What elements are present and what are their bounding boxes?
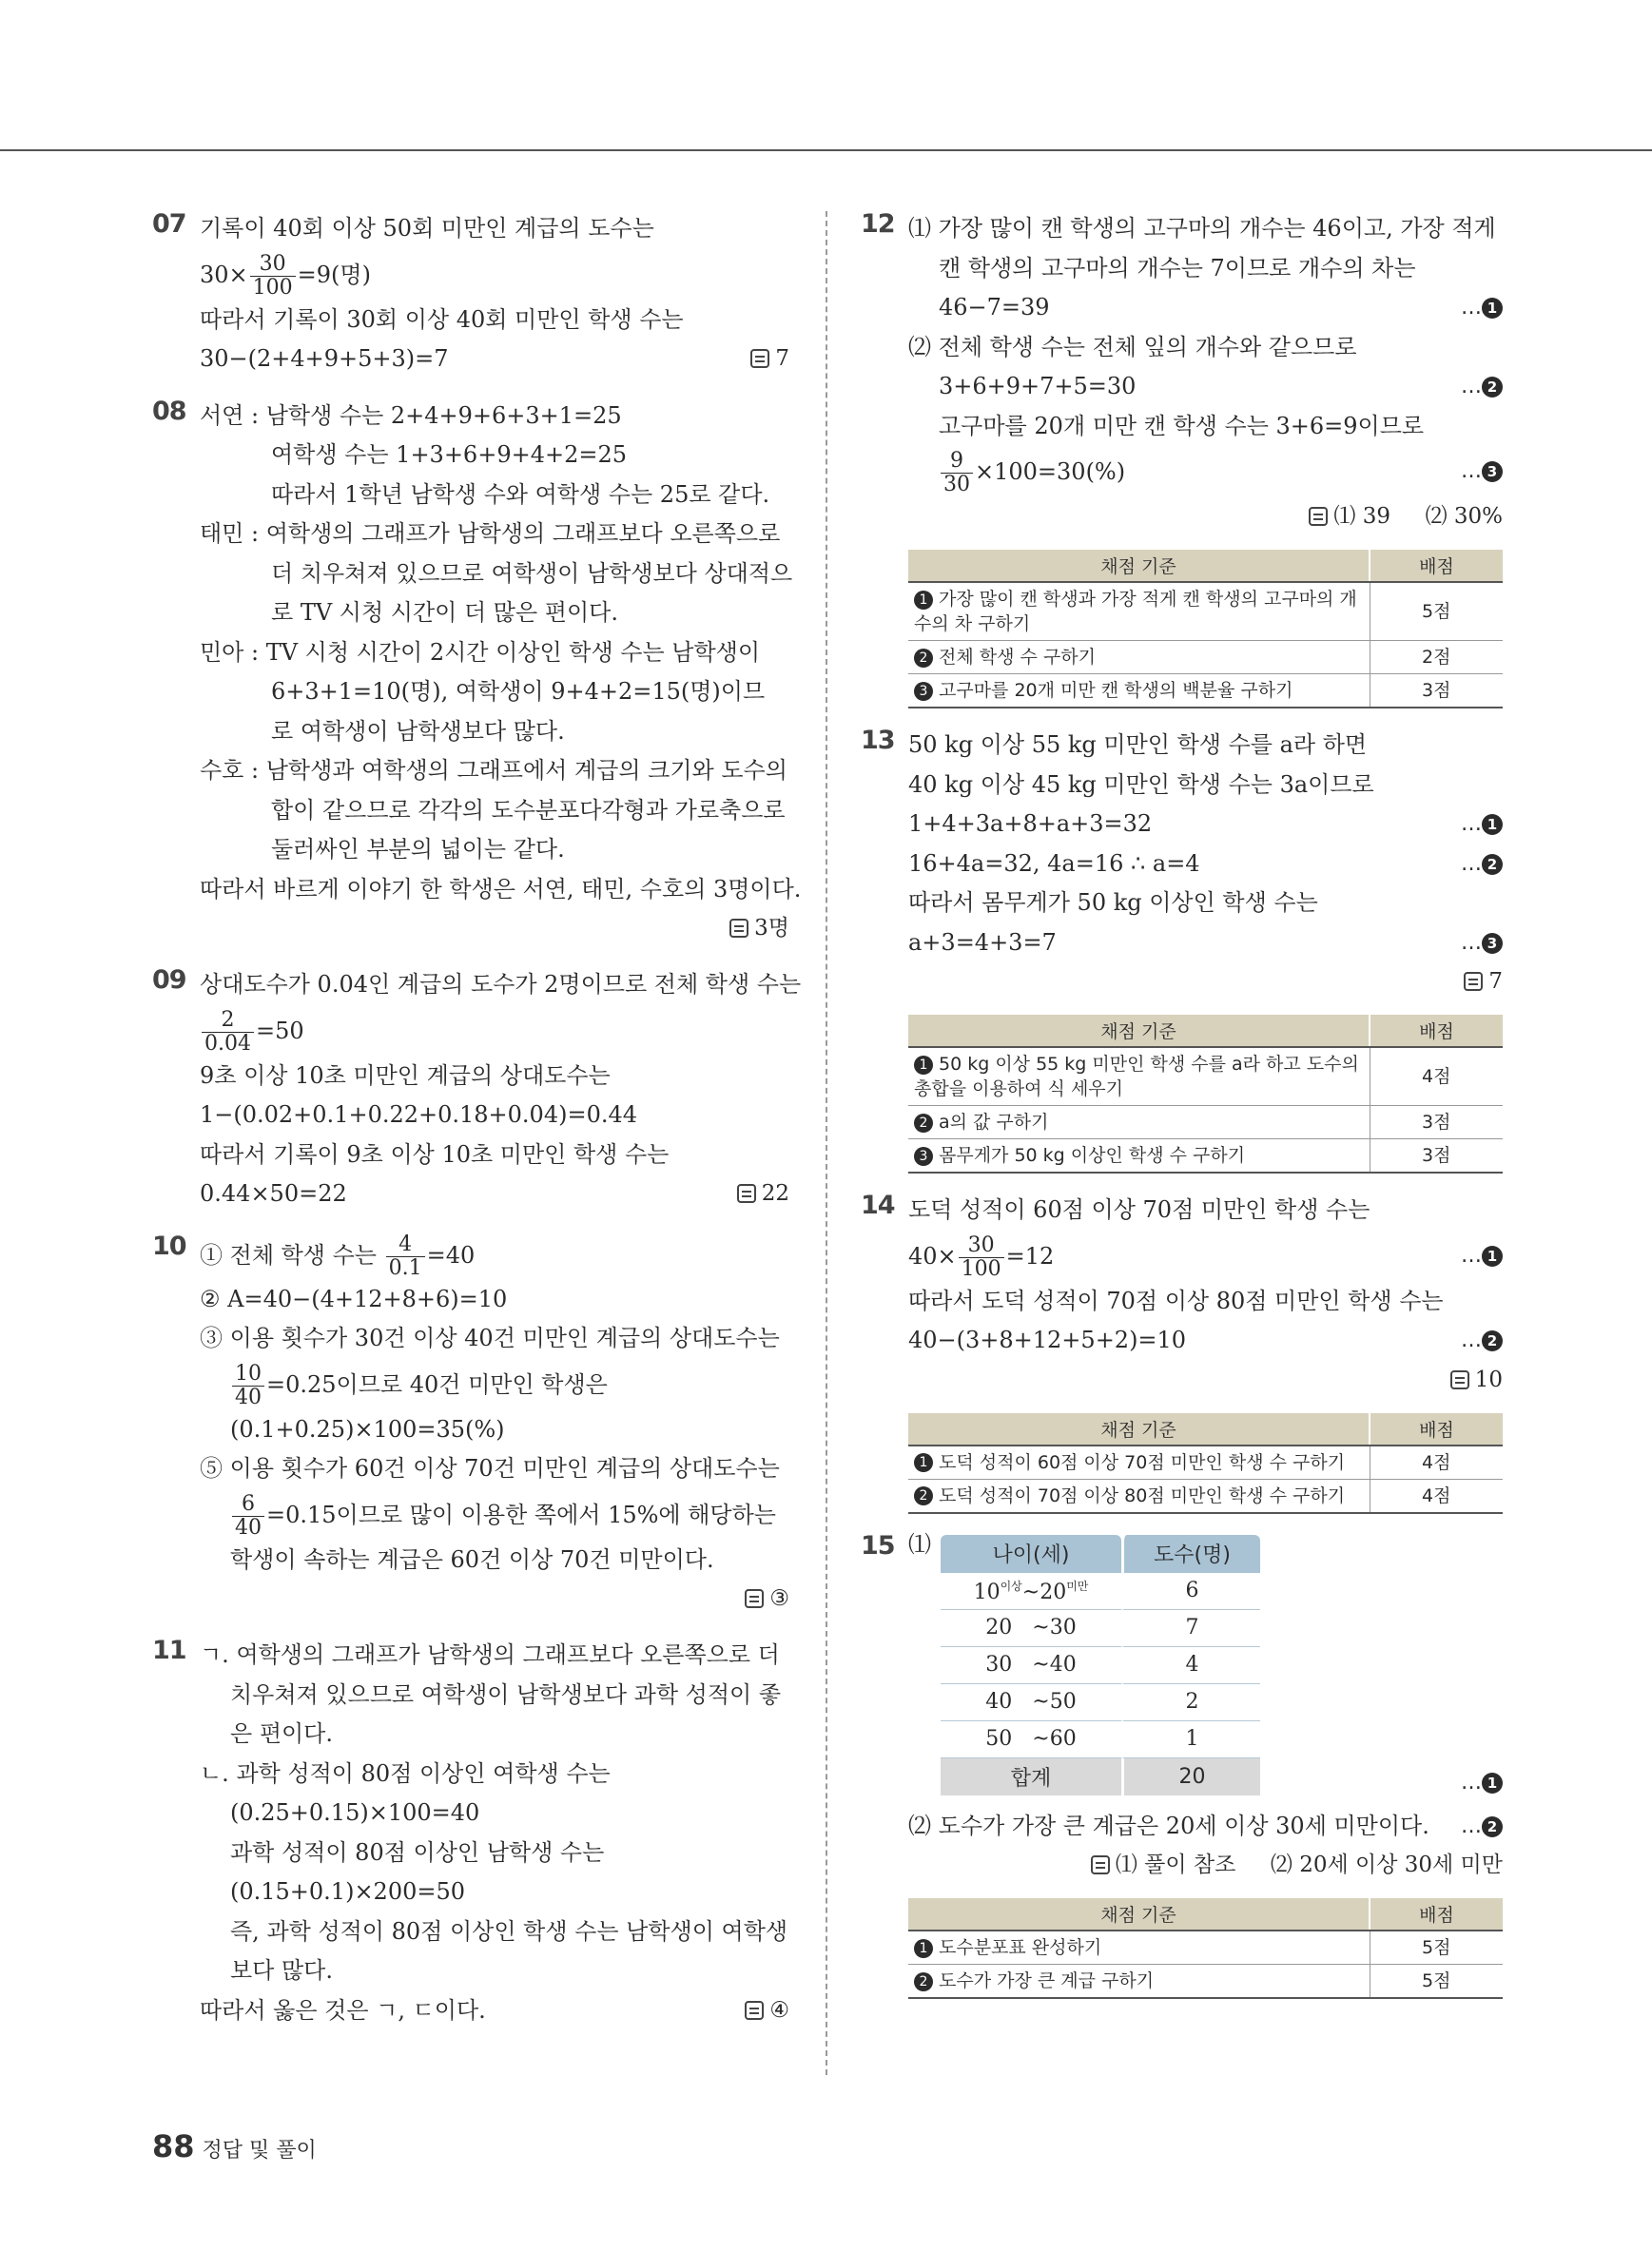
text-line: 1−(0.02+0.1+0.22+0.18+0.04)=0.44 (200, 1101, 638, 1128)
table-row (908, 1139, 1503, 1174)
step-marker (1461, 367, 1503, 407)
dots: … (1461, 1814, 1482, 1838)
problem-09 (152, 965, 802, 1214)
text-line (908, 1846, 1503, 1885)
col-header: 채점 기준 (908, 1413, 1370, 1446)
text-line: 더 치우쳐져 있으므로 여학생이 남학생보다 상대적으 (271, 559, 793, 587)
numerator: 30 (250, 253, 296, 277)
text-line: 둘러싸인 부분의 넓이는 같다. (271, 836, 565, 863)
problem-12 (861, 209, 1503, 708)
col-header: 채점 기준 (908, 1898, 1370, 1931)
numerator: 30 (959, 1234, 1004, 1258)
dots: … (1461, 1770, 1482, 1795)
answer (1309, 497, 1503, 537)
sup-label: 이상 (1000, 1579, 1022, 1593)
table-row (908, 582, 1503, 641)
dots: … (1461, 1243, 1482, 1268)
problem-number: 11 (152, 1636, 186, 1665)
text-line: (0.25+0.15)×100=40 (230, 1799, 480, 1826)
text-line (200, 1489, 789, 1541)
criteria: 도덕 성적이 60점 이상 70점 미만인 학생 수 구하기 (939, 1451, 1346, 1473)
points: 2점 (1370, 641, 1503, 674)
step-number: 2 (1482, 1330, 1503, 1351)
points: 3점 (1370, 674, 1503, 708)
fraction (941, 450, 973, 496)
denominator: 0.04 (204, 1031, 251, 1056)
problem-number: 10 (152, 1231, 186, 1261)
text-line: 민아 : TV 시청 시간이 2시간 이상인 학생 수는 남학생이 (200, 638, 761, 666)
expr: ⑵ 도수가 가장 큰 계급은 20세 이상 30세 미만이다. (908, 1812, 1429, 1839)
step-number: 2 (914, 1972, 933, 1991)
answer (750, 340, 789, 379)
step-marker (1461, 446, 1503, 497)
expr: 16+4a=32, 4a=16 ∴ a=4 (908, 849, 1200, 877)
total-value: 20 (1121, 1758, 1260, 1795)
denominator: 100 (961, 1256, 1001, 1281)
criteria: 도수분포표 완성하기 (939, 1937, 1102, 1958)
step-number: 2 (1482, 377, 1503, 398)
points: 3점 (1370, 1139, 1503, 1174)
text-line: 따라서 도덕 성적이 70점 이상 80점 미만인 학생 수는 (908, 1287, 1444, 1314)
scoring-table (908, 1413, 1503, 1514)
text-line: 따라서 몸무게가 50 kg 이상인 학생 수는 (908, 889, 1318, 916)
table-row (941, 1721, 1260, 1758)
problem-number: 15 (861, 1530, 895, 1561)
class-cell: 20 ~30 (941, 1610, 1121, 1647)
right-column (861, 209, 1503, 1999)
problem-number: 07 (152, 209, 186, 239)
answer-icon (750, 349, 769, 368)
answer-value: ⑴ 풀이 참조 (1115, 1853, 1236, 1877)
problem-14 (861, 1191, 1503, 1514)
problem-13 (861, 726, 1503, 1174)
step-marker (1461, 923, 1503, 963)
text-line (908, 1807, 1503, 1847)
answer-value: 7 (775, 346, 789, 371)
step-number: 2 (914, 1114, 933, 1133)
criteria: a의 값 구하기 (939, 1112, 1049, 1133)
expr: 40−(3+8+12+5+2)=10 (908, 1327, 1187, 1353)
text-line: 치우쳐져 있으므로 여학생이 남학생보다 과학 성적이 좋 (230, 1680, 782, 1708)
numerator: 10 (232, 1363, 264, 1387)
answer-value: 10 (1474, 1367, 1503, 1392)
answer-icon (737, 1184, 756, 1203)
page-footer (152, 2128, 317, 2164)
text-line: 은 편이다. (230, 1720, 333, 1747)
numerator: 4 (386, 1233, 425, 1257)
col-header: 채점 기준 (908, 550, 1370, 582)
total-label: 합계 (941, 1758, 1121, 1795)
step-number: 2 (1482, 1816, 1503, 1837)
expr-part: =40 (426, 1241, 476, 1269)
text-line (200, 1232, 789, 1280)
problem-number: 12 (861, 209, 895, 239)
criteria: 가장 많이 캔 학생과 가장 적게 캔 학생의 고구마의 개수의 차 구하기 (914, 589, 1357, 634)
step-number: 3 (1482, 461, 1503, 482)
dots: … (1461, 812, 1482, 836)
text-line: (0.15+0.1)×200=50 (230, 1878, 466, 1905)
step-number: 1 (1482, 1773, 1503, 1794)
text-line: 50 kg 이상 55 kg 미만인 학생 수를 a라 하면 (908, 731, 1368, 758)
fraction (232, 1363, 264, 1409)
class-cell: 50 ~60 (941, 1721, 1121, 1758)
answer-icon (745, 1589, 764, 1608)
problem-07 (152, 209, 789, 379)
criteria: 도덕 성적이 70점 이상 80점 미만인 학생 수 구하기 (939, 1484, 1346, 1506)
left-column (152, 209, 802, 2030)
step-marker (1461, 805, 1503, 844)
denominator: 100 (252, 275, 293, 300)
table-row (908, 1965, 1503, 1999)
text-line: ㄴ. 과학 성적이 80점 이상인 여학생 수는 (200, 1759, 611, 1787)
points: 3점 (1370, 1106, 1503, 1139)
text-line (200, 1359, 789, 1410)
col-header: 배점 (1370, 1898, 1503, 1931)
text-line: 9초 이상 10초 미만인 계급의 상대도수는 (200, 1061, 611, 1089)
denominator: 0.1 (388, 1255, 422, 1280)
table-row (941, 1647, 1260, 1684)
answer-icon (729, 919, 748, 938)
answer-icon (745, 2001, 764, 2020)
dots: … (1461, 930, 1482, 955)
answer-value: ⑵ 30% (1425, 504, 1503, 529)
answer (729, 909, 789, 949)
freq-cell: 4 (1121, 1647, 1260, 1684)
expr-part: =9(명) (297, 261, 371, 288)
denominator: 40 (235, 1515, 262, 1540)
part-label: ⑴ (908, 1530, 931, 1558)
table-row (908, 641, 1503, 674)
scoring-table (908, 1015, 1503, 1174)
text-line: 수호 : 남학생과 여학생의 그래프에서 계급의 크기와 도수의 (200, 757, 787, 784)
step-number: 2 (1482, 854, 1503, 875)
header-rule (0, 149, 1652, 151)
text-line: 캔 학생의 고구마의 개수는 7이므로 개수의 차는 (939, 254, 1416, 281)
text-line: 6+3+1=10(명), 여학생이 9+4+2=15(명)이므 (271, 678, 766, 705)
points: 5점 (1370, 1965, 1503, 1999)
step-number: 1 (1482, 1246, 1503, 1267)
answer (737, 1174, 789, 1214)
expr: 46−7=39 (939, 294, 1050, 320)
text-line: ⑴ 가장 많이 캔 학생의 고구마의 개수는 46이고, 가장 적게 (908, 215, 1496, 242)
dots: … (1461, 296, 1482, 320)
col-header: 채점 기준 (908, 1015, 1370, 1047)
answer-value: 22 (761, 1181, 789, 1206)
table-row (908, 1047, 1503, 1106)
numerator: 6 (232, 1493, 264, 1517)
text-line: ⑵ 전체 학생 수는 전체 잎의 개수와 같으므로 (908, 333, 1357, 360)
text-line: ㄱ. 여학생의 그래프가 남학생의 그래프보다 오른쪽으로 더 (200, 1641, 780, 1668)
sup-label: 미만 (1066, 1579, 1089, 1593)
expr: 1+4+3a+8+a+3=32 (908, 810, 1153, 837)
table-row (908, 674, 1503, 708)
expr: 따라서 옳은 것은 ㄱ, ㄷ이다. (200, 1996, 486, 2024)
points: 4점 (1370, 1479, 1503, 1513)
problem-number: 13 (861, 726, 895, 755)
step-marker (1461, 1231, 1503, 1282)
text-line: 합이 같으므로 각각의 도수분포다각형과 가로축으로 (271, 796, 786, 824)
fraction (250, 253, 296, 300)
text-line: 서연 : 남학생 수는 2+4+9+6+3+1=25 (200, 401, 622, 429)
text-line: 따라서 1학년 남학생 수와 여학생 수는 25로 같다. (271, 480, 770, 508)
freq-cell: 6 (1121, 1573, 1260, 1610)
text-line (908, 288, 1503, 328)
footer-label: 정답 및 풀이 (202, 2139, 317, 2163)
problem-10 (152, 1232, 789, 1620)
expr: 3+6+9+7+5=30 (939, 373, 1137, 399)
text-line: 40 kg 이상 45 kg 미만인 학생 수는 3a이므로 (908, 770, 1374, 798)
points: 4점 (1370, 1047, 1503, 1106)
frequency-table (941, 1535, 1260, 1795)
points: 5점 (1370, 582, 1503, 641)
text-line (908, 1321, 1503, 1361)
text-line: 기록이 40회 이상 50회 미만인 계급의 도수는 (200, 215, 654, 242)
text-line (200, 249, 789, 301)
fraction (386, 1233, 425, 1280)
expr: 0.44×50=22 (200, 1180, 347, 1207)
answer-icon (1450, 1370, 1469, 1389)
text-line: 즉, 과학 성적이 80점 이상인 학생 수는 남학생이 여학생 (230, 1917, 788, 1945)
step-number: 2 (914, 1486, 933, 1505)
text-line (908, 962, 1503, 1001)
total-row (941, 1758, 1260, 1795)
criteria: 50 kg 이상 55 kg 미만인 학생 수를 a라 하고 도수의 총합을 이용하여 식 세우기 (914, 1054, 1359, 1099)
step-number: 1 (1482, 814, 1503, 835)
answer-value: 7 (1488, 969, 1503, 994)
expr-part: =0.15이므로 많이 이용한 쪽에서 15%에 해당하는 (266, 1501, 776, 1528)
text-line: 태민 : 여학생의 그래프가 남학생의 그래프보다 오른쪽으로 (200, 520, 781, 547)
step-marker (1461, 1807, 1503, 1847)
col-header: 배점 (1370, 1015, 1503, 1047)
step-number: 1 (914, 1056, 933, 1075)
text-line (908, 923, 1503, 963)
step-number: 3 (1482, 933, 1503, 954)
text-line (908, 446, 1503, 497)
table-row (941, 1684, 1260, 1721)
freq-cell: 2 (1121, 1684, 1260, 1721)
text-line (908, 1361, 1503, 1400)
col-header: 배점 (1370, 1413, 1503, 1446)
problem-11 (152, 1636, 789, 2030)
answer-value: ③ (769, 1586, 789, 1611)
step-number: 2 (914, 649, 933, 668)
col-header: 도수(명) (1121, 1535, 1260, 1573)
text-line (200, 340, 789, 379)
class-cell: 30 ~40 (941, 1647, 1121, 1684)
page-number: 88 (152, 2128, 195, 2164)
step-number: 1 (914, 1453, 933, 1472)
fraction (959, 1234, 1004, 1281)
text-line (908, 1231, 1503, 1282)
table-row (941, 1573, 1260, 1610)
criteria: 도수가 가장 큰 계급 구하기 (939, 1970, 1155, 1991)
text-line (200, 1991, 789, 2031)
problem-08 (152, 396, 802, 949)
table-row (908, 1931, 1503, 1965)
expr: a+3=4+3=7 (908, 928, 1057, 956)
step-marker (1461, 844, 1503, 884)
text-line (200, 1005, 789, 1057)
expr: 30−(2+4+9+5+3)=7 (200, 345, 449, 372)
fraction (232, 1493, 264, 1540)
step-marker (1461, 1771, 1503, 1795)
criteria: 전체 학생 수 구하기 (939, 647, 1096, 668)
text-line: 로 TV 시청 시간이 더 많은 편이다. (271, 599, 618, 626)
table-row (908, 1479, 1503, 1513)
text-line: 도덕 성적이 60점 이상 70점 미만인 학생 수는 (908, 1196, 1370, 1223)
text-line (200, 1174, 789, 1214)
dots: … (1461, 375, 1482, 398)
step-number: 1 (914, 1939, 933, 1958)
text-line: ② A=40−(4+12+8+6)=10 (200, 1285, 508, 1312)
expr-part: 30× (200, 261, 248, 288)
text-line: (0.1+0.25)×100=35(%) (230, 1415, 505, 1443)
col-header: 배점 (1370, 550, 1503, 582)
answer-icon (1309, 507, 1328, 526)
criteria: 고구마를 20개 미만 캔 학생의 백분율 구하기 (939, 680, 1293, 701)
answer (1091, 1846, 1503, 1886)
text-line: ③ 이용 횟수가 30건 이상 40건 미만인 계급의 상대도수는 (200, 1325, 780, 1351)
class-cell: 40 ~50 (941, 1684, 1121, 1721)
dots: … (1461, 459, 1482, 483)
answer-value: ⑴ 39 (1333, 504, 1390, 529)
answer-icon (1091, 1855, 1110, 1874)
text-line: 따라서 기록이 30회 이상 40회 미만인 학생 수는 (200, 305, 684, 333)
expr-part: ① 전체 학생 수는 (200, 1241, 384, 1269)
step-number: 1 (914, 591, 933, 610)
answer (1464, 962, 1503, 1002)
criteria: 몸무게가 50 kg 이상인 학생 수 구하기 (939, 1145, 1246, 1166)
scoring-table (908, 1898, 1503, 1999)
expr-part: =12 (1005, 1242, 1055, 1270)
problem-number: 08 (152, 396, 186, 426)
text-line (200, 909, 789, 948)
table-row (908, 1106, 1503, 1139)
class-cell (941, 1573, 1121, 1610)
answer-icon (1464, 972, 1483, 991)
text-line (908, 497, 1503, 536)
text-line (908, 805, 1503, 844)
expr-part: =50 (255, 1017, 304, 1044)
text-line: 여학생 수는 1+3+6+9+4+2=25 (271, 441, 627, 468)
answer (745, 1580, 789, 1620)
dots: … (1461, 1329, 1482, 1352)
numerator: 9 (941, 450, 973, 474)
expr-part: ×100=30(%) (975, 458, 1126, 485)
step-number: 1 (1482, 298, 1503, 319)
text-line: 따라서 기록이 9초 이상 10초 미만인 학생 수는 (200, 1140, 670, 1168)
text-line: 학생이 속하는 계급은 60건 이상 70건 미만이다. (230, 1545, 714, 1573)
expr-part: 40× (908, 1242, 957, 1270)
step-number: 3 (914, 682, 933, 701)
step-number: 3 (914, 1147, 933, 1166)
freq-block (908, 1531, 1503, 1807)
points: 5점 (1370, 1931, 1503, 1965)
col-header: 나이(세) (941, 1535, 1121, 1573)
step-marker (1461, 288, 1503, 328)
scoring-table (908, 550, 1503, 708)
text-line (908, 367, 1503, 407)
answer (1450, 1361, 1503, 1401)
fraction (202, 1009, 254, 1056)
text-line (908, 844, 1503, 884)
column-divider (826, 211, 827, 2075)
class-hi: ~20 (1021, 1580, 1067, 1604)
freq-cell: 7 (1121, 1610, 1260, 1647)
answer-value: 3명 (754, 916, 789, 941)
points: 4점 (1370, 1446, 1503, 1480)
answer (745, 1991, 789, 2031)
problem-number: 14 (861, 1191, 895, 1220)
text-line: 보다 많다. (230, 1957, 333, 1984)
denominator: 40 (235, 1385, 262, 1409)
text-line (200, 1580, 789, 1619)
expr-part: =0.25이므로 40건 미만인 학생은 (266, 1370, 608, 1398)
problem-number: 09 (152, 965, 186, 995)
problem-15 (861, 1531, 1503, 2000)
text-line: 과학 성적이 80점 이상인 남학생 수는 (230, 1838, 605, 1866)
table-row (941, 1610, 1260, 1647)
table-row (908, 1446, 1503, 1480)
freq-cell: 1 (1121, 1721, 1260, 1758)
text-line: 고구마를 20개 미만 캔 학생 수는 3+6=9이므로 (939, 412, 1425, 439)
text-line: 따라서 바르게 이야기 한 학생은 서연, 태민, 수호의 3명이다. (200, 875, 802, 902)
text-line: ⑤ 이용 횟수가 60건 이상 70건 미만인 계급의 상대도수는 (200, 1455, 780, 1482)
text-line: 상대도수가 0.04인 계급의 도수가 2명이므로 전체 학생 수는 (200, 971, 802, 998)
text-line: 로 여학생이 남학생보다 많다. (271, 717, 565, 745)
denominator: 30 (943, 473, 970, 496)
answer-value: ④ (769, 1997, 789, 2023)
class-lo: 10 (973, 1580, 1001, 1604)
answer-value: ⑵ 20세 이상 30세 미만 (1270, 1853, 1503, 1877)
dots: … (1461, 851, 1482, 876)
numerator: 2 (202, 1009, 254, 1033)
step-marker (1461, 1321, 1503, 1361)
